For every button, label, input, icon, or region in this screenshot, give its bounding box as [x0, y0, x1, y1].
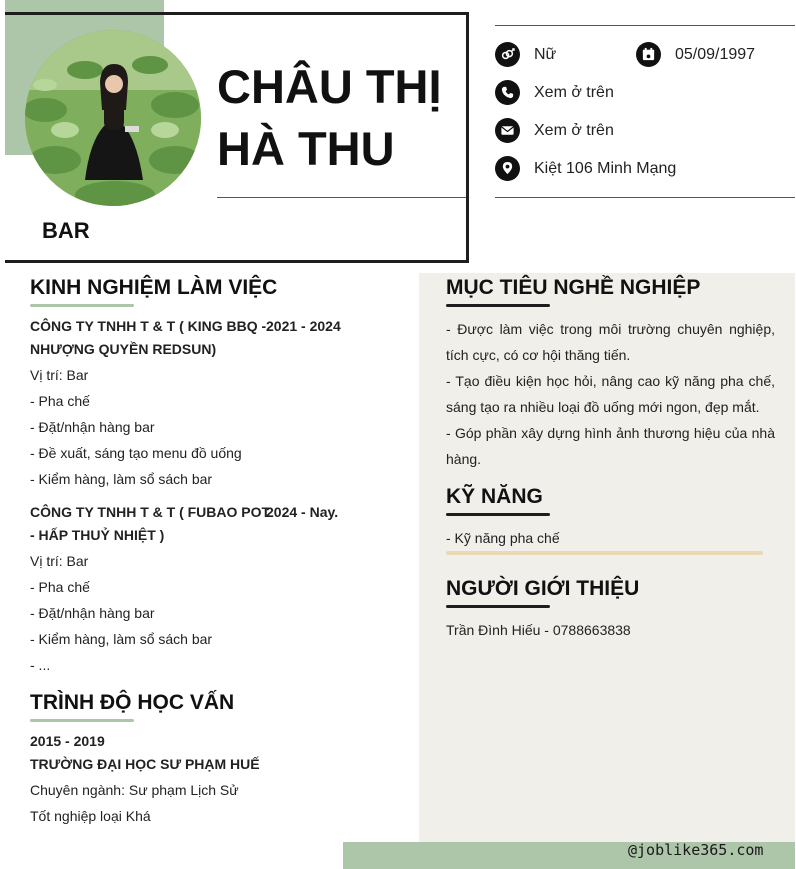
- job-detail: - Đặt/nhận hàng bar: [30, 605, 155, 621]
- job-detail: - Đề xuất, sáng tạo menu đồ uống: [30, 445, 242, 461]
- job-detail: - Pha chế: [30, 393, 90, 409]
- name-line-2: HÀ THU: [217, 122, 395, 175]
- divider: [495, 25, 795, 26]
- phone-value: Xem ở trên: [534, 83, 614, 101]
- job-period: 2021 - 2024: [266, 318, 341, 334]
- job-detail: - ...: [30, 657, 51, 673]
- job-period: 2024 - Nay.: [266, 504, 339, 520]
- contact-email: [495, 118, 614, 143]
- job-detail: - Pha chế: [30, 579, 90, 595]
- section-underline: [30, 304, 134, 307]
- location-icon: [495, 156, 520, 181]
- job-role: BAR: [42, 218, 90, 243]
- mail-icon: [495, 118, 520, 143]
- education-school: TRƯỜNG ĐẠI HỌC SƯ PHẠM HUẾ: [30, 756, 260, 772]
- section-underline: [446, 513, 550, 516]
- objective-text: - Được làm việc trong môi trường chuyên nghiệp, tích cực, có cơ hội thăng tiến. - Tạo điều kiện học hỏi, nâng cao kỹ năng pha chế, sáng tạo ra nhiều loại đồ uống mới ngon, đẹp mắt. - Góp phần xây dựng hình ảnh thương hiệu của nhà hàng.: [446, 321, 775, 467]
- calendar-icon: [636, 42, 661, 67]
- divider: [495, 197, 795, 198]
- gender-value: Nữ: [534, 45, 557, 63]
- section-underline: [446, 304, 550, 307]
- education-grade: Tốt nghiệp loại Khá: [30, 808, 151, 824]
- objective-title: MỤC TIÊU NGHỀ NGHIỆP: [446, 276, 701, 299]
- experience-title: KINH NGHIỆM LÀM VIỆC: [30, 276, 278, 299]
- education-title: TRÌNH ĐỘ HỌC VẤN: [30, 691, 235, 714]
- job-detail: - Đặt/nhận hàng bar: [30, 419, 155, 435]
- address-value: Kiệt 106 Minh Mạng: [534, 159, 677, 177]
- divider: [217, 197, 466, 198]
- job-detail: Vị trí: Bar: [30, 367, 89, 383]
- name-line-1: CHÂU THỊ: [217, 60, 442, 113]
- job-detail: Vị trí: Bar: [30, 553, 89, 569]
- references-title: NGƯỜI GIỚI THIỆU: [446, 577, 640, 600]
- job-company: CÔNG TY TNHH T & T ( FUBAO POT: [30, 504, 271, 520]
- gender-icon: [495, 42, 520, 67]
- section-underline: [446, 605, 550, 608]
- section-underline: [30, 719, 134, 722]
- reference-contact: Trần Đình Hiếu - 0788663838: [446, 622, 631, 638]
- education-major: Chuyên ngành: Sư phạm Lịch Sử: [30, 782, 239, 798]
- job-company: NHƯỢNG QUYỀN REDSUN): [30, 341, 217, 357]
- contact-birthdate: [636, 42, 755, 67]
- candidate-name: [217, 56, 442, 180]
- education-period: 2015 - 2019: [30, 733, 105, 749]
- job-company: CÔNG TY TNHH T & T ( KING BBQ -: [30, 318, 267, 334]
- job-detail: - Kiểm hàng, làm sổ sách bar: [30, 471, 213, 487]
- skill-level-bar: [446, 551, 763, 555]
- skills-title: KỸ NĂNG: [446, 485, 543, 508]
- contact-gender: [495, 42, 556, 67]
- skill-label: - Kỹ năng pha chế: [446, 530, 560, 546]
- phone-icon: [495, 80, 520, 105]
- job-company: - HẤP THUỶ NHIỆT ): [30, 527, 165, 543]
- birthdate-value: 05/09/1997: [675, 45, 756, 63]
- watermark-text: @joblike365.com: [628, 841, 764, 859]
- profile-photo: [25, 30, 201, 206]
- email-value: Xem ở trên: [534, 121, 614, 139]
- contact-phone: [495, 80, 614, 105]
- contact-address: [495, 156, 676, 181]
- job-detail: - Kiểm hàng, làm sổ sách bar: [30, 631, 213, 647]
